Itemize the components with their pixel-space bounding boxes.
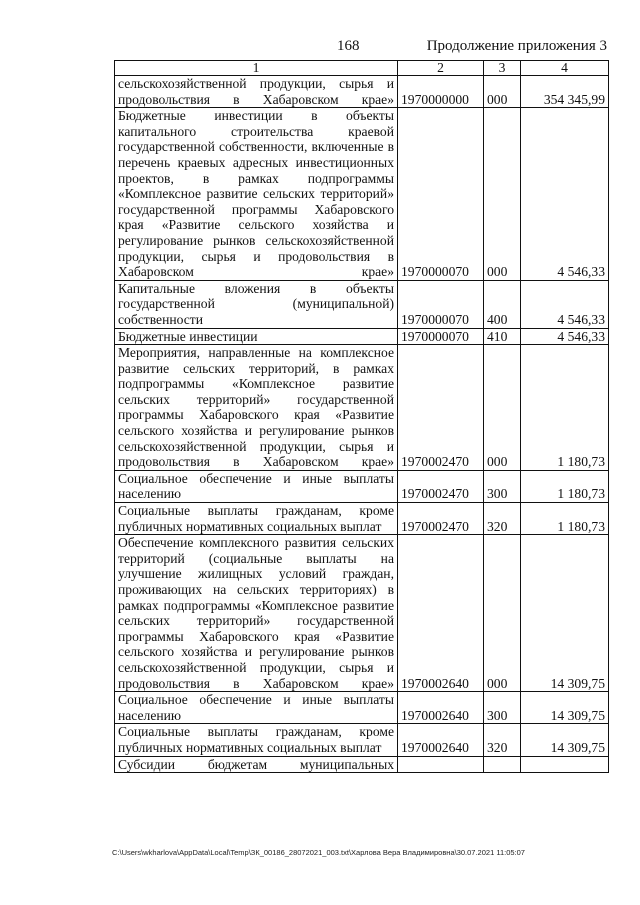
table-row [115, 692, 609, 724]
column-header: 4 [521, 61, 609, 76]
table-row [115, 756, 609, 773]
row-name: Социальные выплаты гражданам, кроме публичных нормативных социальных выплат [115, 724, 398, 756]
column-header: 1 [115, 61, 398, 76]
table-row [115, 503, 609, 535]
row-type: 320 [484, 503, 521, 535]
row-type: 000 [484, 535, 521, 692]
continuation-label: Продолжение приложения 3 [426, 38, 607, 54]
row-type: 000 [484, 108, 521, 281]
document-path-footer: C:\Users\wkharlova\AppData\Local\Temp\ЗК_00186_28072021_003.txt\Харлова Вера Владимировна\30.07.2021 11:05:07 [112, 848, 525, 857]
row-name: Бюджетные инвестиции [115, 328, 398, 345]
row-type: 300 [484, 470, 521, 502]
row-amount: 1 180,73 [521, 470, 609, 502]
row-amount: 354 345,99 [521, 76, 609, 108]
row-type [484, 756, 521, 773]
table-row [115, 345, 609, 471]
row-type: 320 [484, 724, 521, 756]
row-amount: 4 546,33 [521, 108, 609, 281]
row-code: 1970002640 [398, 535, 484, 692]
row-code: 1970002470 [398, 345, 484, 471]
table-row [115, 108, 609, 281]
page-number: 168 [337, 38, 360, 54]
table-header-row [115, 61, 609, 76]
row-code: 1970002470 [398, 470, 484, 502]
row-amount [521, 756, 609, 773]
row-type: 410 [484, 328, 521, 345]
table-row [115, 280, 609, 328]
row-code: 1970000070 [398, 328, 484, 345]
table-row [115, 724, 609, 756]
column-header: 2 [398, 61, 484, 76]
row-code [398, 756, 484, 773]
row-code: 1970000000 [398, 76, 484, 108]
table-row [115, 328, 609, 345]
row-type: 400 [484, 280, 521, 328]
table-row [115, 535, 609, 692]
budget-table [114, 60, 609, 773]
row-name: Мероприятия, направленные на комплексное развитие сельских территорий, в рамках подпрограммы «Комплексное развитие сельских территорий» государственной программы Хабаровского края «Развитие сельского хозяйства и регулирование рынков сельскохозяйственной продукции, сырья и продовольствия в Хабаровском крае» [115, 345, 398, 471]
row-type: 300 [484, 692, 521, 724]
row-amount: 1 180,73 [521, 345, 609, 471]
row-name: Капитальные вложения в объекты государственной (муниципальной) собственности [115, 280, 398, 328]
row-name: Социальное обеспечение и иные выплаты населению [115, 470, 398, 502]
row-code: 1970000070 [398, 108, 484, 281]
row-name: Субсидии бюджетам муниципальных [115, 756, 398, 773]
row-amount: 14 309,75 [521, 724, 609, 756]
row-amount: 4 546,33 [521, 328, 609, 345]
row-name: Бюджетные инвестиции в объекты капитального строительства краевой государственной собственности, включенные в перечень краевых адресных инвестиционных проектов, в рамках подпрограммы «Комплексное развитие сельских территорий» государственной программы Хабаровского края «Развитие сельского хозяйства и регулирование рынков сельскохозяйственной продукции, сырья и продовольствия в Хабаровском крае» [115, 108, 398, 281]
row-amount: 14 309,75 [521, 692, 609, 724]
row-type: 000 [484, 345, 521, 471]
table-row [115, 76, 609, 108]
row-code: 1970002640 [398, 692, 484, 724]
row-name: Обеспечение комплексного развития сельских территорий (социальные выплаты на улучшение жилищных условий граждан, проживающих на сельских территориях) в рамках подпрограммы «Комплексное развитие сельских территорий» государственной программы Хабаровского края «Развитие сельского хозяйства и регулирование рынков сельскохозяйственной продукции, сырья и продовольствия в Хабаровском крае» [115, 535, 398, 692]
row-amount: 14 309,75 [521, 535, 609, 692]
row-name: сельскохозяйственной продукции, сырья и продовольствия в Хабаровском крае» [115, 76, 398, 108]
row-amount: 4 546,33 [521, 280, 609, 328]
row-amount: 1 180,73 [521, 503, 609, 535]
row-code: 1970002640 [398, 724, 484, 756]
table-row [115, 470, 609, 502]
column-header: 3 [484, 61, 521, 76]
row-type: 000 [484, 76, 521, 108]
row-code: 1970002470 [398, 503, 484, 535]
row-name: Социальное обеспечение и иные выплаты населению [115, 692, 398, 724]
row-code: 1970000070 [398, 280, 484, 328]
row-name: Социальные выплаты гражданам, кроме публичных нормативных социальных выплат [115, 503, 398, 535]
